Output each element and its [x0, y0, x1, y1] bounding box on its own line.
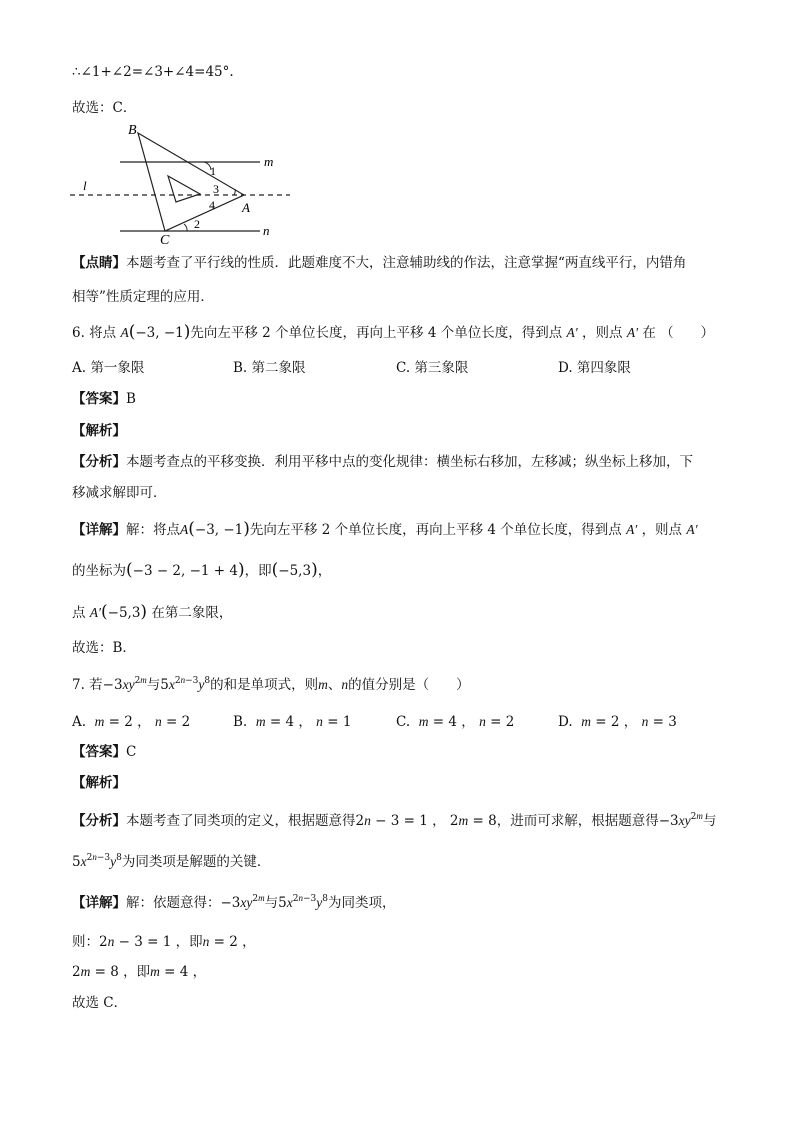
q7-option-c: C. m = 4 ， n = 2 — [396, 714, 515, 730]
q6-option-c: C. 第三象限 — [396, 360, 469, 376]
q7-detail-line3: 2m = 8 ，即m = 4 ， — [72, 964, 207, 980]
q7-detail-line1: 【详解】解：依题意得：$-3xy^{2m}$与$5x^{2n-3}y^8$为同类项， — [72, 893, 396, 911]
q7-option-b: B. m = 4 ， n = 1 — [233, 714, 352, 730]
q7-analysis-tag: 【解析】 — [72, 775, 126, 791]
q6-detail-line1: 【详解】解：将点A(−3, −1)先向左平移 2 个单位长度，再向上平移 4 个单位长度，得到点 A′ ，则点 A′ — [72, 519, 698, 539]
label-B: B — [128, 123, 137, 138]
q6-fenxi-line2: 移减求解即可． — [72, 485, 167, 501]
label-C: C — [160, 233, 170, 248]
angle-conclusion: ∴∠1+∠2=∠3+∠4=45°. — [72, 64, 234, 80]
label-m: m — [264, 154, 274, 169]
label-angle-1: 1 — [210, 164, 216, 178]
q7-option-d: D. m = 2 ， n = 3 — [558, 714, 677, 730]
label-A: A — [242, 200, 250, 215]
label-angle-4: 4 — [209, 198, 215, 212]
q7-fenxi-line1: 【分析】本题考查了同类项的定义，根据题意得2n − 3 = 1 ， 2m = 8，进而可求解，根据题意得$-3xy^{2m}$与 — [72, 811, 717, 829]
q5-choice: 故选：C． — [72, 100, 137, 116]
q6-choice: 故选：B． — [72, 640, 136, 656]
q6-fenxi-line1: 【分析】本题考查点的平移变换．利用平移中点的变化规律：横坐标右移加，左移减；纵坐标上移加，下 — [72, 454, 693, 470]
label-angle-3: 3 — [213, 182, 219, 196]
q6-detail-line3: 点 A′(−5,3) 在第二象限， — [72, 602, 233, 622]
triangle-abc — [138, 133, 244, 231]
parallel-lines-figure — [70, 120, 300, 250]
q7-detail-line2: 则：2n − 3 = 1 ，即n = 2 ， — [72, 934, 256, 950]
q7-fenxi-line2: $5x^{2n-3}y^8$为同类项是解题的关键． — [72, 852, 271, 870]
q7-answer: 【答案】C — [72, 744, 137, 760]
label-l: l — [83, 178, 87, 193]
q7-choice: 故选 C． — [72, 995, 128, 1011]
q6-option-d: D. 第四象限 — [558, 360, 631, 376]
q5-comment-line2: 相等”性质定理的应用． — [72, 289, 214, 305]
label-angle-2: 2 — [194, 217, 200, 231]
q6-detail-line2: 的坐标为(−3 − 2, −1 + 4)，即(−5,3)， — [72, 560, 332, 580]
q6-answer: 【答案】B — [72, 391, 136, 407]
q5-comment-line1: 【点睛】本题考查了平行线的性质．此题难度不大，注意辅助线的作法，注意掌握“两直线平行，内错角 — [72, 255, 687, 271]
inner-triangle — [168, 176, 200, 202]
q6-analysis-tag: 【解析】 — [72, 423, 126, 439]
label-n: n — [263, 223, 270, 238]
q6-option-b: B. 第二象限 — [233, 360, 306, 376]
q6-stem: 6. 将点 A(−3, −1)先向左平移 2 个单位长度，再向上平移 4 个单位长度，得到点 A′ ，则点 A′ 在 （ ） — [72, 322, 715, 342]
q7-stem: 7. 若$-3xy^{2m}$与$5x^{2n-3}y^8$的和是单项式，则m、n的值分别是（ ） — [72, 675, 470, 693]
q7-option-a: A. m = 2 ， n = 2 — [72, 714, 191, 730]
q6-option-a: A. 第一象限 — [72, 360, 145, 376]
